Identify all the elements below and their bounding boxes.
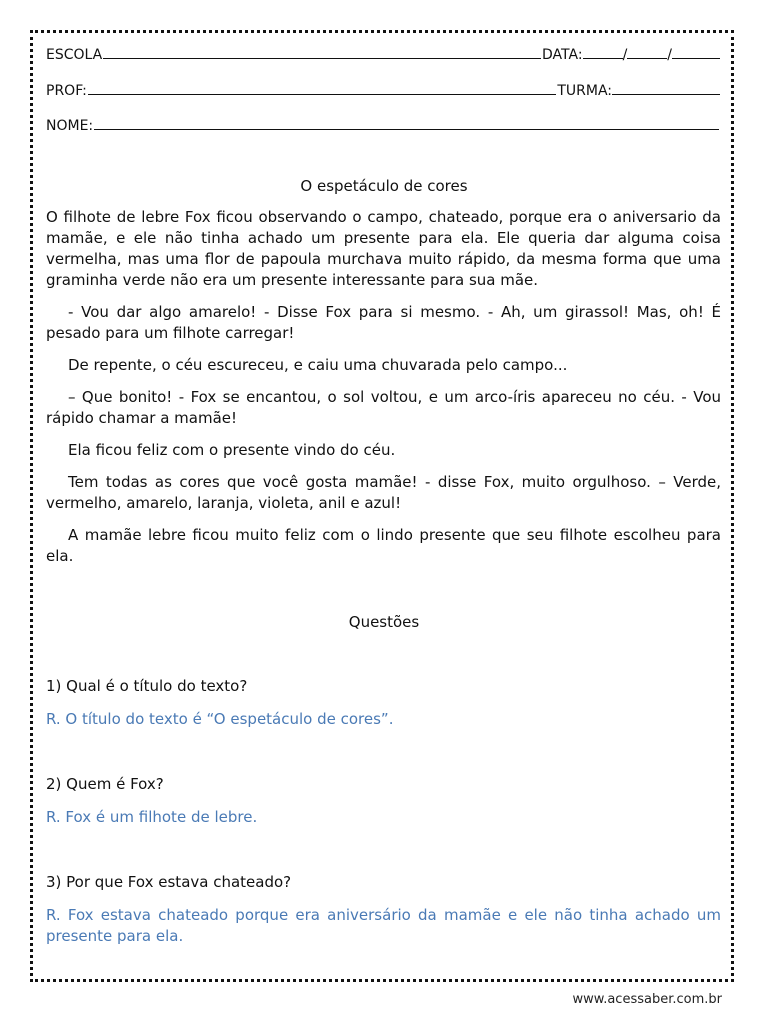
story-paragraph-7: A mamãe lebre ficou muito feliz com o lindo presente que seu filhote escolheu para ela. xyxy=(46,526,721,565)
story-paragraph-4: – Que bonito! - Fox se encantou, o sol voltou, e um arco-íris apareceu no céu. - Vou rápido chamar a mamãe! xyxy=(46,388,721,427)
turma-field[interactable] xyxy=(612,80,720,95)
date-separator-1: / xyxy=(622,47,628,63)
prof-field[interactable] xyxy=(88,80,556,95)
story-paragraph-5: Ela ficou feliz com o presente vindo do céu. xyxy=(68,441,396,459)
question-1: 1) Qual é o título do texto? xyxy=(46,677,248,695)
answer-3: R. Fox estava chateado porque era aniversário da mamãe e ele não tinha achado um presente para ela. xyxy=(46,906,721,945)
date-year-field[interactable] xyxy=(672,44,720,59)
nome-label: NOME: xyxy=(46,118,94,134)
nome-field[interactable] xyxy=(94,115,719,130)
escola-field[interactable] xyxy=(103,44,541,59)
question-3: 3) Por que Fox estava chateado? xyxy=(46,873,292,891)
data-label: DATA: xyxy=(542,47,583,63)
header-prof-row xyxy=(46,80,720,99)
story-paragraph-6: Tem todas as cores que você gosta mamãe! - disse Fox, muito orgulhoso. – Verde, vermelho, amarelo, laranja, violeta, anil e azul! xyxy=(46,473,721,512)
story-paragraph-2: - Vou dar algo amarelo! - Disse Fox para si mesmo. - Ah, um girassol! Mas, oh! É pesado para um filhote carregar! xyxy=(46,303,721,342)
header-escola-row xyxy=(46,44,720,63)
answer-1: R. O título do texto é “O espetáculo de cores”. xyxy=(46,710,394,728)
story-paragraph-3: De repente, o céu escureceu, e caiu uma chuvarada pelo campo... xyxy=(68,356,568,374)
story-title: O espetáculo de cores xyxy=(300,177,468,195)
date-separator-2: / xyxy=(667,47,672,63)
answer-2: R. Fox é um filhote de lebre. xyxy=(46,808,258,826)
date-month-field[interactable] xyxy=(627,44,667,59)
question-2: 2) Quem é Fox? xyxy=(46,775,164,793)
story-paragraph-1: O filhote de lebre Fox ficou observando o campo, chateado, porque era o aniversario da mamãe, e ele não tinha achado um presente para ela. Ele queria dar alguma coisa vermelha, mas uma flor de papoula murchava muito rápido, da mesma forma que uma graminha verde não era um presente interessante para sua mãe. xyxy=(46,208,721,289)
turma-label: TURMA: xyxy=(557,83,612,99)
footer-site-link[interactable]: www.acessaber.com.br xyxy=(572,992,722,1007)
header-nome-row xyxy=(46,115,720,134)
escola-label: ESCOLA xyxy=(46,47,103,63)
questions-heading: Questões xyxy=(348,613,420,631)
prof-label: PROF: xyxy=(46,83,87,99)
date-day-field[interactable] xyxy=(583,44,623,59)
